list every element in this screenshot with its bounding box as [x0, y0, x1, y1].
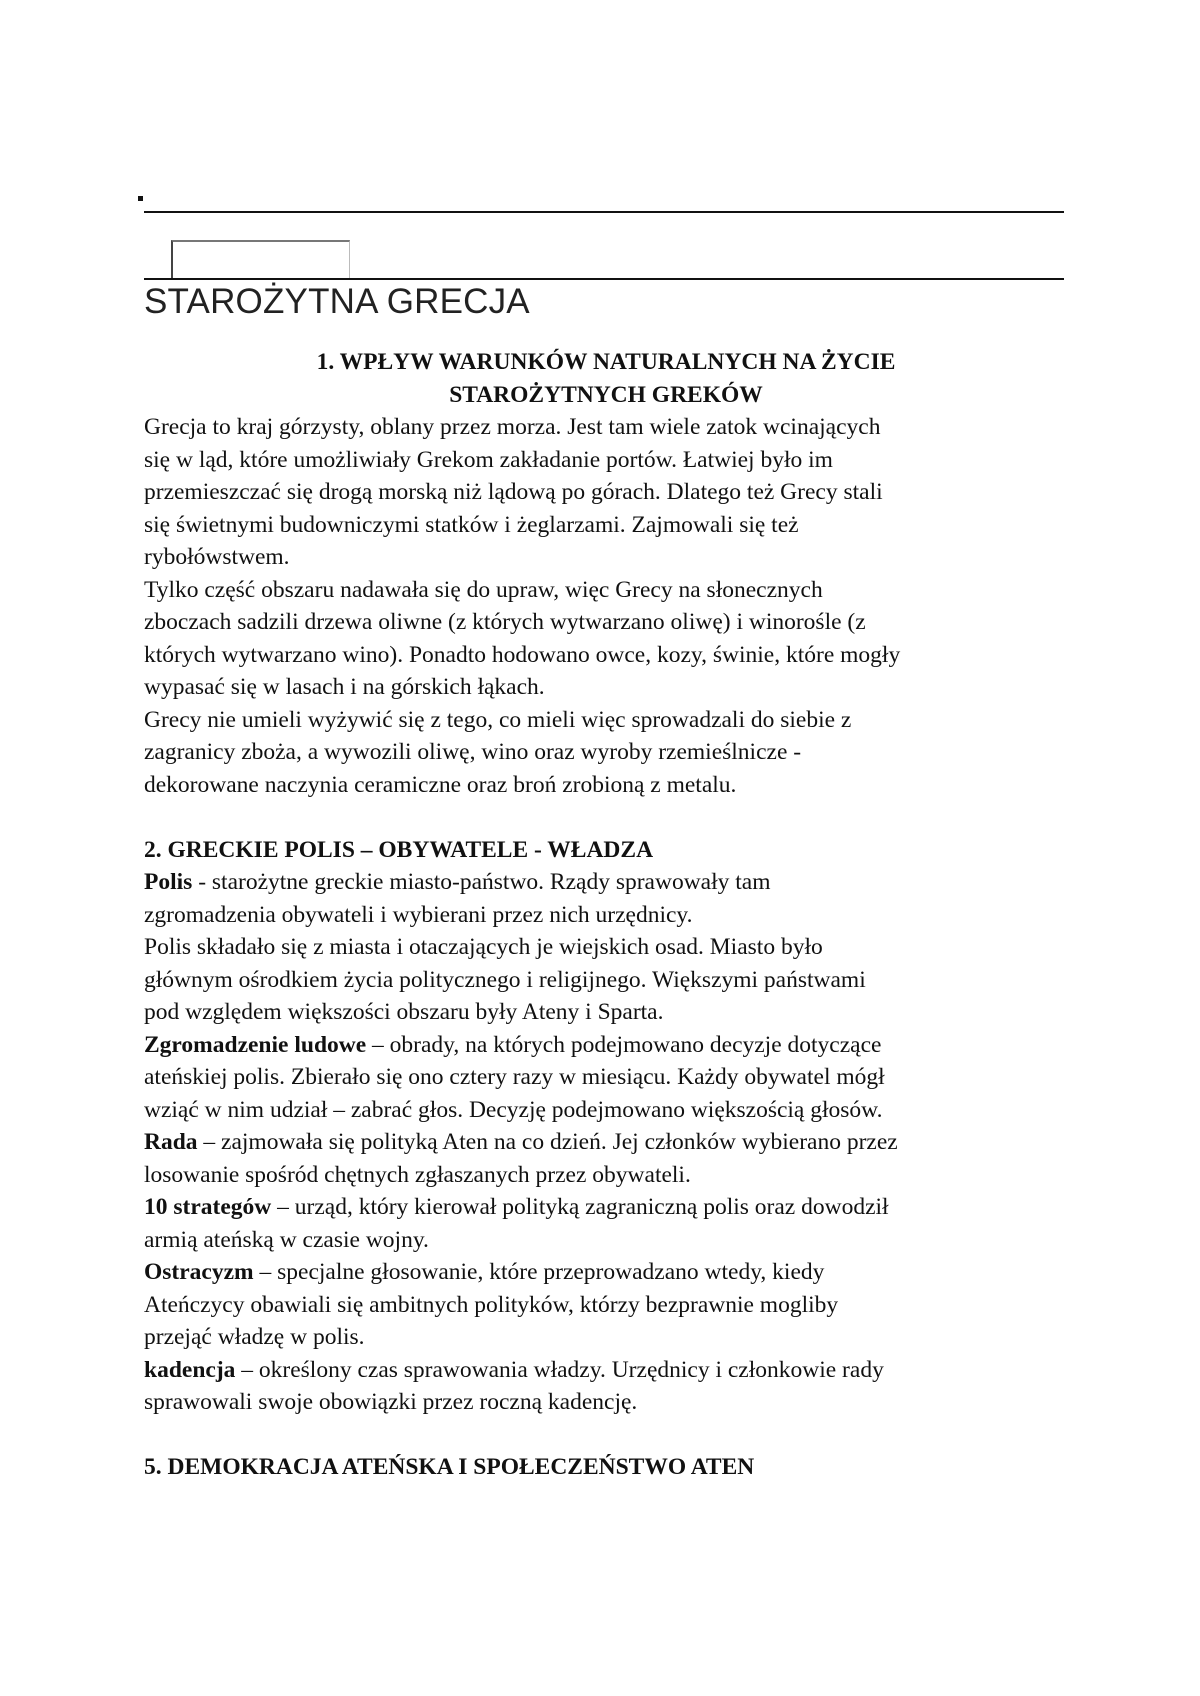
- definition-zgromadzenie: [144, 1029, 1074, 1127]
- text-line: zboczach sadzili drzewa oliwne (z których wytwarzano oliwę) i winorośle (z: [144, 609, 866, 635]
- text-line: wypasać się w lasach i na górskich łąkach.: [144, 674, 545, 700]
- text-line: ateńskiej polis. Zbierało się ono cztery razy w miesiącu. Każdy obywatel mógł: [144, 1064, 885, 1090]
- section-1-heading-line1: 1. WPŁYW WARUNKÓW NATURALNYCH NA ŻYCIE: [316, 349, 896, 375]
- text-line: wziąć w nim udział – zabrać głos. Decyzję podejmowano większością głosów.: [144, 1096, 883, 1123]
- blank-line: [144, 801, 1074, 834]
- text-line: dekorowane naczynia ceramiczne oraz broń zrobioną z metalu.: [144, 771, 737, 798]
- term-ostracyzm: Ostracyzm: [144, 1259, 254, 1285]
- text-line: zgromadzenia obywateli i wybierani przez nich urzędnicy.: [144, 901, 693, 928]
- definition-rada: [144, 1126, 1074, 1191]
- section-1-paragraph-3: [144, 704, 1074, 802]
- polis-description: [144, 931, 1074, 1029]
- text-line: się w ląd, które umożliwiały Grekom zakładanie portów. Łatwiej było im: [144, 446, 833, 473]
- section-1-heading-line2: STAROŻYTNYCH GREKÓW: [449, 381, 763, 408]
- term-strategow: 10 strategów: [144, 1194, 272, 1220]
- definition-text: – określony czas sprawowania władzy. Urzędnicy i członkowie rady: [235, 1356, 884, 1383]
- text-line: zagranicy zboża, a wywozili oliwę, wino oraz wyroby rzemieślnicze -: [144, 739, 802, 765]
- term-rada: Rada: [144, 1129, 198, 1155]
- text-line: pod względem większości obszaru były Ateny i Sparta.: [144, 999, 664, 1025]
- definition-strategow: [144, 1191, 1074, 1256]
- text-line: armią ateńską w czasie wojny.: [144, 1226, 429, 1253]
- term-zgromadzenie: Zgromadzenie ludowe: [144, 1031, 367, 1058]
- section-5-heading: 5. DEMOKRACJA ATEŃSKA I SPOŁECZEŃSTWO ATEN: [144, 1454, 755, 1480]
- definition-kadencja: [144, 1354, 1074, 1419]
- document-body: [144, 346, 1074, 1484]
- text-line: Tylko część obszaru nadawała się do upraw, więc Grecy na słonecznych: [144, 576, 823, 603]
- text-line: Ateńczycy obawiali się ambitnych polityków, którzy bezprawnie mogliby: [144, 1291, 839, 1318]
- definition-text: – urząd, który kierował polityką zagraniczną polis oraz dowodził: [271, 1194, 889, 1220]
- text-line: rybołówstwem.: [144, 544, 290, 570]
- document-title: STAROŻYTNA GRECJA: [144, 282, 530, 321]
- definition-ostracyzm: [144, 1256, 1074, 1354]
- text-line: sprawowali swoje obowiązki przez roczną kadencję.: [144, 1389, 638, 1415]
- definition-text: – obrady, na których podejmowano decyzje dotyczące: [366, 1031, 882, 1058]
- empty-field-box: [171, 240, 350, 279]
- definition-text: - starożytne greckie miasto-państwo. Rządy sprawowały tam: [192, 869, 771, 895]
- text-line: się świetnymi budowniczymi statków i żeglarzami. Zajmowali się też: [144, 511, 799, 538]
- text-line: losowanie spośród chętnych zgłaszanych przez obywateli.: [144, 1161, 691, 1188]
- bullet-mark: [138, 196, 143, 201]
- section-1-paragraph-1: [144, 411, 1074, 574]
- term-polis: Polis: [144, 869, 193, 895]
- text-line: przejąć władzę w polis.: [144, 1324, 365, 1350]
- section-1-paragraph-2: [144, 574, 1074, 704]
- blank-line: [144, 1419, 1074, 1452]
- section-2-heading: 2. GRECKIE POLIS – OBYWATELE - WŁADZA: [144, 836, 654, 863]
- header-rule-top: [144, 211, 1064, 213]
- definition-text: – zajmowała się polityką Aten na co dzień. Jej członków wybierano przez: [197, 1129, 898, 1155]
- text-line: Grecja to kraj górzysty, oblany przez morza. Jest tam wiele zatok wcinających: [144, 414, 881, 440]
- text-line: przemieszczać się drogą morską niż lądową po górach. Dlatego też Grecy stali: [144, 479, 883, 505]
- text-line: głównym ośrodkiem życia politycznego i religijnego. Większymi państwami: [144, 966, 866, 993]
- text-line: których wytwarzano wino). Ponadto hodowano owce, kozy, świnie, które mogły: [144, 641, 901, 668]
- term-kadencja: kadencja: [144, 1356, 236, 1383]
- header-rule-bottom: [144, 278, 1064, 280]
- definition-text: – specjalne głosowanie, które przeprowadzano wtedy, kiedy: [253, 1259, 825, 1285]
- definition-polis: [144, 866, 1074, 931]
- text-line: Grecy nie umieli wyżywić się z tego, co mieli więc sprowadzali do siebie z: [144, 706, 852, 733]
- section-1-heading: [144, 346, 1074, 411]
- text-line: Polis składało się z miasta i otaczających je wiejskich osad. Miasto było: [144, 934, 823, 960]
